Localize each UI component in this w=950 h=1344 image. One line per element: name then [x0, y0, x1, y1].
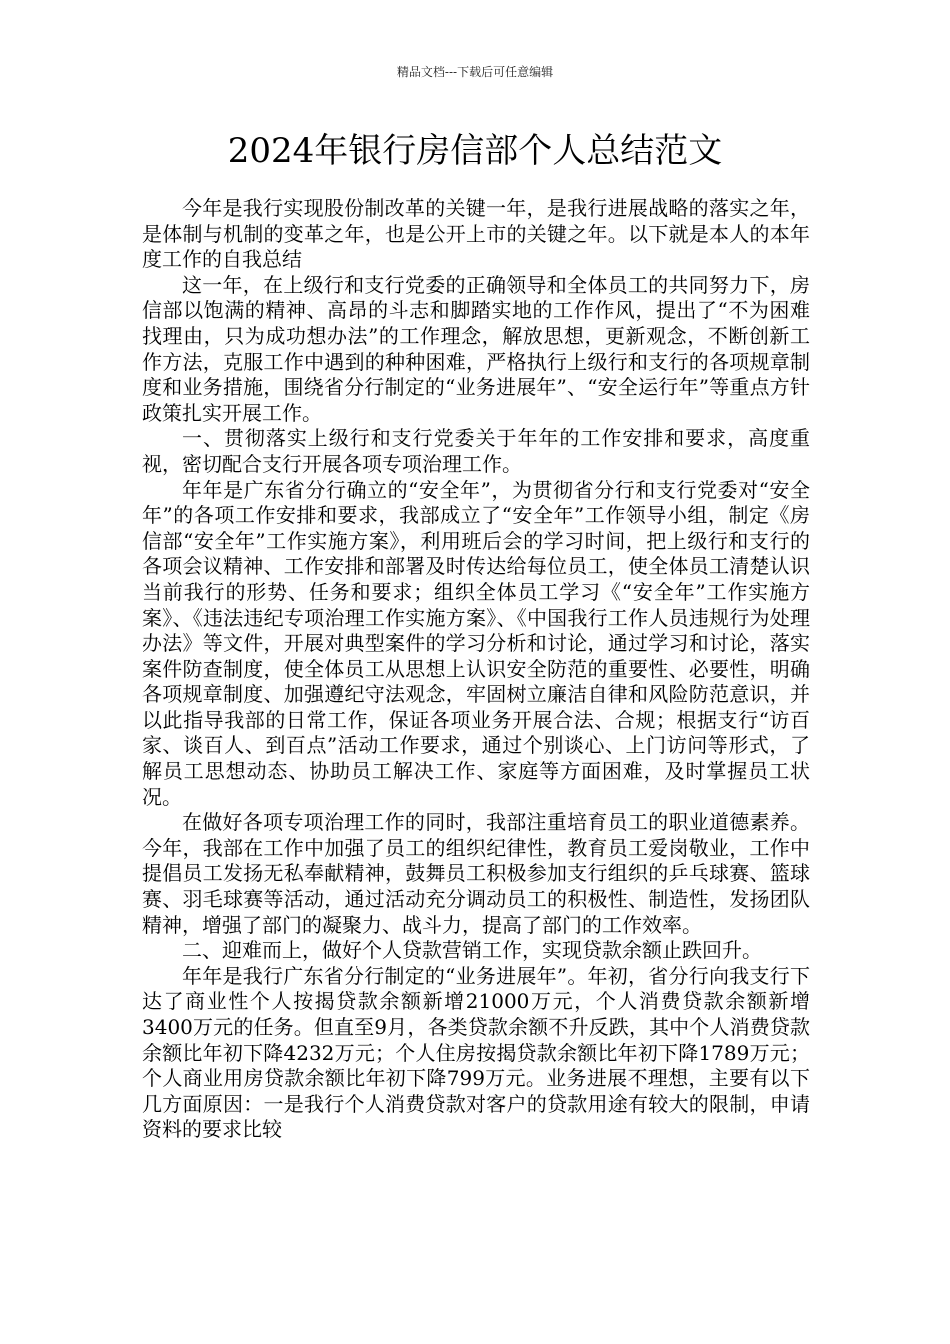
- document-title: 2024年银行房信部个人总结范文: [227, 131, 723, 171]
- section-heading-1: 一、贯彻落实上级行和支行党委关于年年的工作安排和要求，高度重视，密切配合支行开展各项专项治理工作。: [142, 426, 810, 476]
- paragraph-ethics: 在做好各项专项治理工作的同时，我部注重培育员工的职业道德素养。今年，我部在工作中加强了员工的组织纪律性，教育员工爱岗敬业，工作中提倡员工发扬无私奉献精神，鼓舞员工积极参加支行组织的乒乓球赛、篮球赛、羽毛球赛等活动，通过活动充分调动员工的积极性、制造性，发扬团队精神，增强了部门的凝聚力、战斗力，提高了部门的工作效率。: [142, 810, 810, 937]
- paragraph-safety-year: 年年是广东省分行确立的“安全年”，为贯彻省分行和支行党委对“安全年”的各项工作安排和要求，我部成立了“安全年”工作领导小组，制定《房信部“安全年”工作实施方案》，利用班后会的学习时间，把上级行和支行的各项会议精神、工作安排和部署及时传达给每位员工，使全体员工清楚认识当前我行的形势、任务和要求；组织全体员工学习《“安全年”工作实施方案》、《违法违纪专项治理工作实施方案》、《中国我行工作人员违规行为处理办法》等文件，开展对典型案件的学习分析和讨论，通过学习和讨论，落实案件防查制度，使全体员工从思想上认识安全防范的重要性、必要性，明确各项规章制度、加强遵纪守法观念，牢固树立廉洁自律和风险防范意识，并以此指导我部的日常工作，保证各项业务开展合法、合规；根据支行“访百家、谈百人、到百点”活动工作要求，通过个别谈心、上门访问等形式，了解员工思想动态、协助员工解决工作、家庭等方面困难，及时掌握员工状况。: [142, 477, 810, 809]
- header-note: 精品文档---下载后可任意编辑: [396, 65, 554, 79]
- paragraph-overview: 这一年，在上级行和支行党委的正确领导和全体员工的共同努力下，房信部以饱满的精神、高昂的斗志和脚踏实地的工作作风，提出了“不为困难找理由，只为成功想办法”的工作理念，解放思想，更新观念，不断创新工作方法，克服工作中遇到的种种困难，严格执行上级行和支行的各项规章制度和业务措施，围绕省分行制定的“业务进展年”、“安全运行年”等重点方针政策扎实开展工作。: [142, 272, 810, 425]
- document-body: [142, 196, 810, 1143]
- section-heading-2: 二、迎难而上，做好个人贷款营销工作，实现贷款余额止跌回升。: [182, 938, 762, 963]
- paragraph-loans: 年年是我行广东省分行制定的“业务进展年”。年初，省分行向我支行下达了商业性个人按揭贷款余额新增21000万元，个人消费贷款余额新增3400万元的任务。但直至9月，各类贷款余额不升反跌，其中个人消费贷款余额比年初下降4232万元；个人住房按揭贷款余额比年初下降1789万元；个人商业用房贷款余额比年初下降799万元。业务进展不理想，主要有以下几方面原因：一是我行个人消费贷款对客户的贷款用途有较大的限制，申请资料的要求比较: [142, 963, 810, 1142]
- paragraph-intro: 今年是我行实现股份制改革的关键一年，是我行进展战略的落实之年，是体制与机制的变革之年，也是公开上市的关键之年。以下就是本人的本年度工作的自我总结: [142, 196, 810, 272]
